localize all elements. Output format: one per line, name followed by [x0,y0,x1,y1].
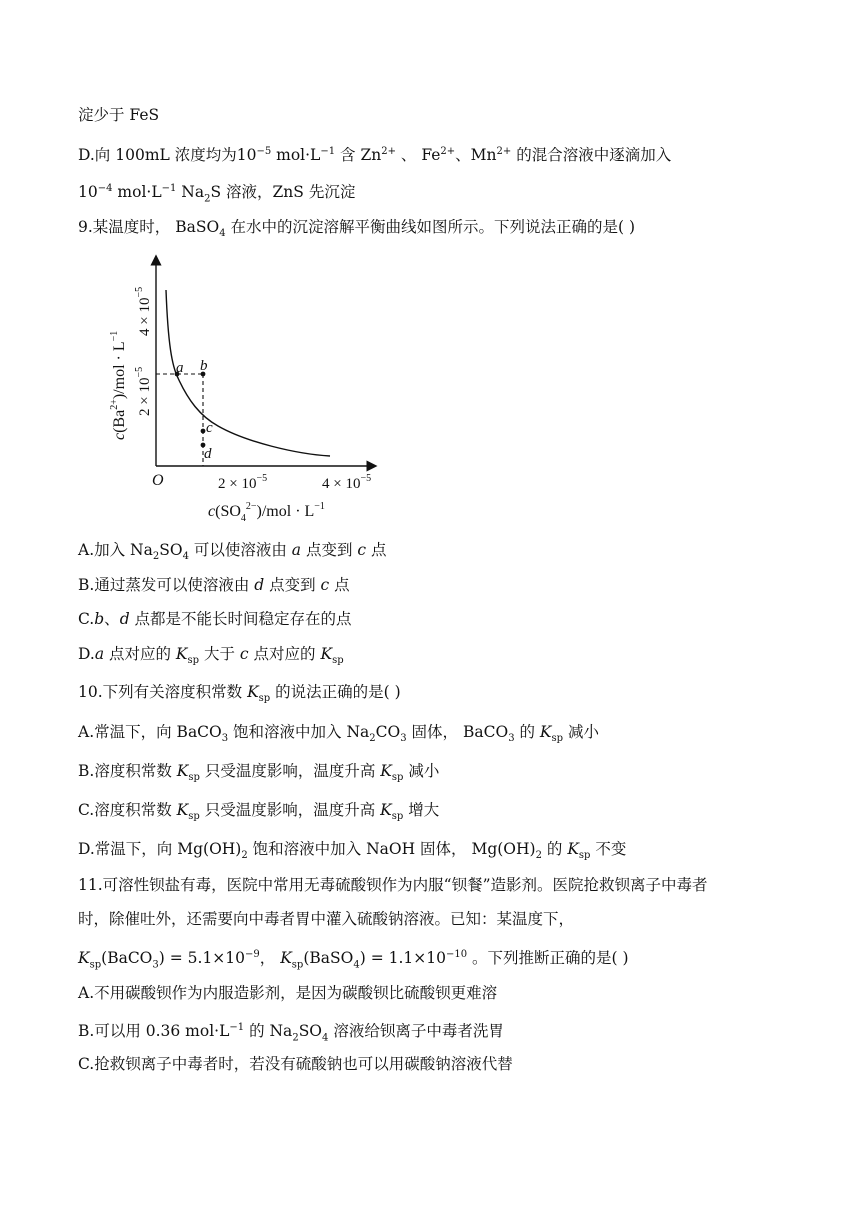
text: SO [159,541,183,559]
text: 只受温度影响，温度升高 [199,762,381,780]
subscript: 3 [400,733,407,745]
text: ， [259,949,281,968]
subscript: sp [187,655,200,667]
var: K [380,762,392,780]
x-tick-2e-5: $2 \times 10^{-5}$ [218,473,268,492]
var: K [176,762,189,780]
text: A.不用碳酸钡作为内服造影剂，是因为碳酸钡比硫酸钡更难溶 [78,984,498,1002]
text: 点对应的 [248,645,321,663]
subscript: sp [291,959,304,971]
q9-option-d [78,643,344,672]
subscript: sp [188,811,200,823]
text: 11.可溶性钡盐有毒，医院中常用无毒硫酸钡作为内服“钡餐”造影剂。医院抢救钡离子中毒者 [78,876,708,894]
text: 点都是不能长时间稳定存在的点 [129,610,352,628]
var: K [539,723,552,741]
text: 饱和溶液中加入 Na [228,723,370,741]
q11-option-c [78,1053,513,1075]
text: C.抢救钡离子中毒者时，若没有硫酸钠也可以用碳酸钠溶液代替 [78,1055,513,1073]
question-11-stem-line1 [78,874,708,896]
text: 不变 [590,840,627,858]
subscript: sp [89,959,102,971]
var: c [320,576,330,594]
text: 减小 [403,762,440,780]
text: A.加入 Na [78,541,153,559]
text: 的混合溶液中逐滴加入 [511,146,672,165]
text: 大于 [199,645,240,663]
text: 饱和溶液中加入 NaOH 固体， Mg(OH) [247,840,536,858]
var: d [119,610,130,628]
subscript: 2 [369,733,376,745]
y-tick-2e-5: $2 \times 10^{-5}$ [134,366,153,416]
y-axis-label: $c(Ba^{2+})$/mol · $L^{-1}$ [109,330,128,440]
var: K [280,949,292,968]
text: mol·L [271,146,321,165]
text: 可以使溶液由 [188,541,292,559]
x-tick-4e-5: $4 \times 10^{-5}$ [322,473,372,492]
subscript: 4 [219,228,226,240]
point-b-label: b [200,358,208,374]
text: Na [176,183,205,202]
q10-option-b [78,760,439,789]
text: 。下列推断正确的是( ) [467,949,629,968]
text: 点变到 [264,576,321,594]
text: 、 [104,610,120,628]
exp: 2+ [381,146,396,157]
subscript: sp [578,850,591,862]
text: 的 [541,840,568,858]
text: D.向 100mL 浓度均为 [78,146,237,165]
text: A.常温下，向 BaCO [78,723,222,741]
subscript: 2 [292,1032,299,1044]
q8-option-d-line2 [78,178,355,210]
text: B.溶度积常数 [78,762,177,780]
subscript: sp [391,811,404,823]
baso4-solubility-curve-figure [96,254,396,524]
text: S 溶液，ZnS 先沉淀 [210,183,356,202]
text: 在水中的沉淀溶解平衡曲线如图所示。下列说法正确的是( ) [225,218,636,236]
text: 的说法正确的是( ) [270,683,401,701]
text: D.常温下，向 Mg(OH) [78,840,242,858]
text: mol·L [112,183,162,202]
text: 、Mn [455,146,497,165]
x-axis-label: $c(SO_4^{2-})$/mol · $L^{-1}$ [208,501,325,524]
var: c [239,645,249,663]
text: 固体， BaCO [406,723,509,741]
point-c-marker [201,429,206,434]
var: K [175,645,188,663]
subscript: 2 [204,193,211,205]
var: K [567,840,579,858]
text: C.溶度积常数 [78,801,177,819]
text: ) = 1.1×10 [359,949,446,968]
y-tick-4e-5: $4 \times 10^{-5}$ [134,286,153,336]
solubility-curve [166,290,330,456]
origin-label: O [152,472,164,489]
q9-option-c [78,608,352,630]
text: 溶液给钡离子中毒者洗胃 [328,1022,504,1041]
subscript: sp [188,772,200,784]
exp: −9 [245,949,260,960]
option-c-continuation [78,104,159,126]
exp: −1 [320,146,336,157]
text: 10 [78,183,98,202]
subscript: 4 [353,959,360,971]
question-10-stem [78,681,401,710]
q10-option-d [78,838,626,867]
text: 点 [366,541,387,559]
subscript: 2 [241,850,248,862]
q10-option-a [78,721,599,750]
text: 减小 [563,723,599,741]
var: d [254,576,265,594]
text: 、 Fe [395,146,441,165]
text: 10 [236,146,257,165]
text: 9.某温度时， BaSO [78,218,220,236]
text: (BaCO [101,949,153,968]
point-d-label: d [204,446,212,462]
var: a [94,645,105,663]
subscript: 4 [182,551,189,563]
exp: −10 [445,949,468,960]
question-11-ksp-values [78,944,629,976]
subscript: 3 [221,733,229,745]
subscript: 3 [152,959,159,971]
text: 的 Na [244,1022,293,1041]
text: C. [78,610,95,628]
var: c [357,541,367,559]
exp: −1 [229,1022,245,1033]
text: 的 [514,723,540,741]
subscript: sp [258,693,271,705]
question-9-stem [78,216,635,245]
text: ) = 5.1×10 [158,949,246,968]
var: K [176,801,189,819]
exp: −1 [161,183,177,194]
q8-option-d-line1 [78,141,671,166]
text: 含 Zn [335,146,382,165]
text: 只受温度影响，温度升高 [199,801,381,819]
text: 点变到 [301,541,358,559]
text: 点对应的 [104,645,176,663]
subscript: 2 [535,850,542,862]
text: D. [78,645,95,663]
point-a-label: a [176,360,184,376]
q11-option-b [78,1017,504,1049]
text: (BaSO [303,949,354,968]
text: B.通过蒸发可以使溶液由 [78,576,255,594]
var: K [380,801,392,819]
text: 增大 [403,801,440,819]
exp: 2+ [496,146,512,157]
var: K [320,645,333,663]
point-c-label: c [206,420,213,436]
question-11-stem-line2 [78,908,574,930]
var: K [78,949,90,968]
subscript: 3 [508,733,515,745]
q9-option-a [78,539,387,568]
subscript: 2 [152,551,160,563]
text: 淀少于 FeS [78,106,160,124]
text: CO [375,723,401,741]
subscript: 4 [322,1032,329,1044]
exp: −5 [256,146,272,157]
exp: −4 [97,183,113,194]
q9-option-b [78,574,350,596]
text: 10.下列有关溶度积常数 [78,683,248,701]
subscript: sp [551,733,564,745]
var: K [247,683,259,701]
var: a [291,541,302,559]
subscript: sp [332,655,344,667]
text: SO [298,1022,323,1041]
var: b [94,610,105,628]
text: B.可以用 0.36 mol·L [78,1022,230,1041]
q11-option-a [78,982,497,1004]
q10-option-c [78,799,439,828]
text: 点 [329,576,350,594]
subscript: sp [391,772,404,784]
exp: 2+ [440,146,456,157]
text: 时，除催吐外，还需要向中毒者胃中灌入硫酸钠溶液。已知：某温度下， [78,910,575,928]
